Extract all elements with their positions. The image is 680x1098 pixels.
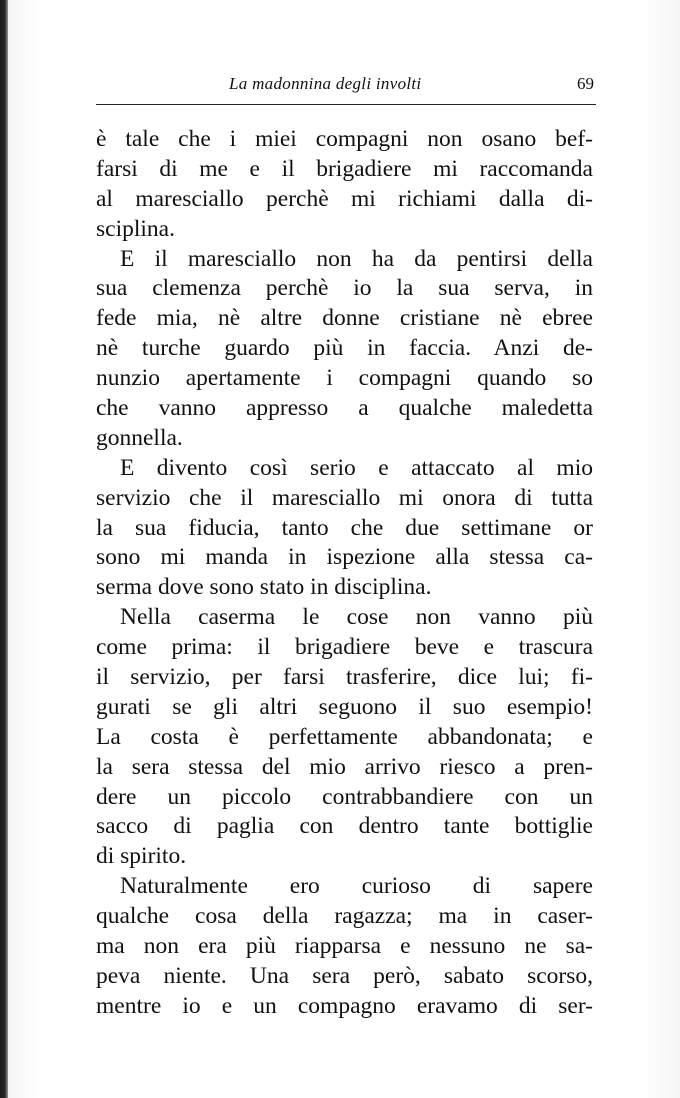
text-line: mentre io e un compagno eravamo di ser- <box>96 992 593 1019</box>
text-line: al maresciallo perchè mi richiami dalla di- <box>96 185 593 212</box>
text-line: ma non era più riapparsa e nessuno ne sa- <box>96 933 593 960</box>
text-line: sacco di paglia con dentro tante bottiglie <box>96 813 593 840</box>
text-line: serma dove sono stato in disciplina. <box>96 574 432 601</box>
text-line: di spirito. <box>96 843 187 870</box>
running-header <box>96 72 596 100</box>
text-line: sono mi manda in ispezione alla stessa ca- <box>96 544 593 571</box>
text-line: Naturalmente ero curioso di sapere <box>120 873 593 900</box>
body-text <box>96 125 593 1022</box>
text-line: E il maresciallo non ha da pentirsi della <box>120 245 593 272</box>
text-line: La costa è perfettamente abbandonata; e <box>96 723 593 750</box>
text-line: la sua fiducia, tanto che due settimane or <box>96 514 593 541</box>
text-line: farsi di me e il brigadiere mi raccomanda <box>96 155 593 182</box>
text-line: gurati se gli altri seguono il suo esempio! <box>96 693 593 720</box>
text-line: gonnella. <box>96 424 183 451</box>
text-line: sua clemenza perchè io la sua serva, in <box>96 275 593 302</box>
header-rule <box>96 104 596 105</box>
text-line: la sera stessa del mio arrivo riesco a pren- <box>96 753 593 780</box>
text-line: Nella caserma le cose non vanno più <box>120 604 593 631</box>
running-title: La madonnina degli involti <box>229 74 422 93</box>
text-line: nè turche guardo più in faccia. Anzi de- <box>96 335 593 362</box>
text-line: qualche cosa della ragazza; ma in caser- <box>96 903 593 930</box>
text-line: nunzio apertamente i compagni quando so <box>96 365 593 392</box>
text-line: peva niente. Una sera però, sabato scorso, <box>96 962 593 989</box>
text-line: che vanno appresso a qualche maledetta <box>96 395 593 422</box>
page-number: 69 <box>577 74 594 93</box>
text-line: dere un piccolo contrabbandiere con un <box>96 783 593 810</box>
text-line: il servizio, per farsi trasferire, dice lui; fi- <box>96 664 593 691</box>
text-line: fede mia, nè altre donne cristiane nè ebree <box>96 305 593 332</box>
book-spine-shadow <box>0 0 8 1098</box>
text-line: E divento così serio e attaccato al mio <box>120 454 593 481</box>
text-line: come prima: il brigadiere beve e trascura <box>96 634 593 661</box>
text-line: servizio che il maresciallo mi onora di tutta <box>96 484 593 511</box>
text-line: sciplina. <box>96 215 175 242</box>
text-line: è tale che i miei compagni non osano bef- <box>96 126 593 152</box>
